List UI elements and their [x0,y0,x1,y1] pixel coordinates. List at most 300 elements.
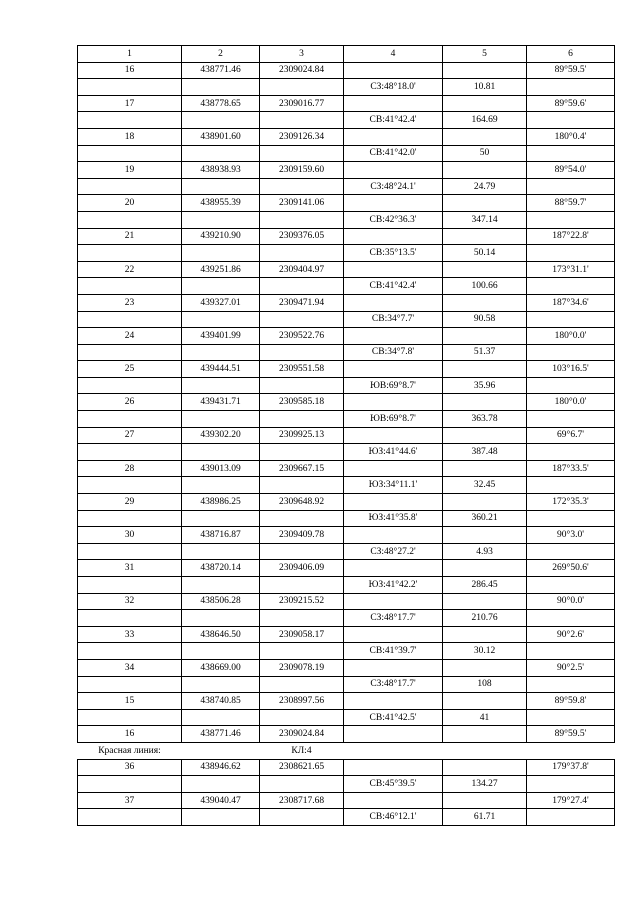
direction-cell [344,261,443,278]
point-id: 18 [78,128,182,145]
point-id [78,477,182,494]
segment-row [78,211,615,228]
segment-row [78,577,615,594]
y-coordinate [260,577,344,594]
y-coordinate [260,776,344,793]
x-coordinate [182,643,260,660]
y-coordinate [260,444,344,461]
empty-cell [344,742,443,759]
point-id [78,178,182,195]
direction-cell: СВ:45°39.5' [344,776,443,793]
length-cell: 210.76 [443,610,527,627]
x-coordinate [182,809,260,826]
y-coordinate: 2309667.15 [260,460,344,477]
angle-cell: 88°59.7' [527,195,615,212]
segment-row [78,311,615,328]
length-cell [443,693,527,710]
x-coordinate [182,79,260,96]
y-coordinate: 2309522.76 [260,328,344,345]
y-coordinate: 2309409.78 [260,527,344,544]
direction-cell: ЮЗ:41°44.6' [344,444,443,461]
angle-cell [527,577,615,594]
y-coordinate: 2309159.60 [260,162,344,179]
direction-cell: СВ:34°7.8' [344,344,443,361]
point-id: 31 [78,560,182,577]
angle-cell [527,543,615,560]
direction-cell: СЗ:48°17.7' [344,610,443,627]
angle-cell: 179°27.4' [527,792,615,809]
point-id [78,543,182,560]
point-row [78,560,615,577]
point-id [78,709,182,726]
point-id: 29 [78,494,182,511]
y-coordinate [260,79,344,96]
x-coordinate [182,776,260,793]
y-coordinate [260,709,344,726]
point-id: 19 [78,162,182,179]
y-coordinate: 2309551.58 [260,361,344,378]
direction-cell [344,228,443,245]
x-coordinate [182,344,260,361]
y-coordinate [260,178,344,195]
point-row [78,128,615,145]
x-coordinate [182,610,260,627]
length-cell [443,626,527,643]
length-cell [443,659,527,676]
length-cell: 387.48 [443,444,527,461]
length-cell: 164.69 [443,112,527,129]
point-id: 28 [78,460,182,477]
x-coordinate: 438720.14 [182,560,260,577]
angle-cell [527,211,615,228]
direction-cell [344,62,443,79]
point-id: 26 [78,394,182,411]
y-coordinate: 2308997.56 [260,693,344,710]
direction-cell: ЮЗ:41°35.8' [344,510,443,527]
angle-cell: 89°59.5' [527,62,615,79]
x-coordinate: 439327.01 [182,294,260,311]
angle-cell: 89°59.5' [527,726,615,743]
angle-cell: 187°34.6' [527,294,615,311]
header-cell: 5 [443,46,527,63]
x-coordinate [182,676,260,693]
direction-cell [344,726,443,743]
y-coordinate [260,245,344,262]
y-coordinate [260,377,344,394]
segment-row [78,510,615,527]
x-coordinate: 438955.39 [182,195,260,212]
coordinates-table [77,45,615,826]
segment-row [78,112,615,129]
direction-cell [344,693,443,710]
direction-cell [344,195,443,212]
direction-cell [344,460,443,477]
length-cell [443,95,527,112]
point-row [78,328,615,345]
direction-cell [344,759,443,776]
header-cell: 2 [182,46,260,63]
point-row [78,626,615,643]
point-row [78,659,615,676]
y-coordinate: 2308621.65 [260,759,344,776]
y-coordinate [260,211,344,228]
x-coordinate: 438771.46 [182,62,260,79]
point-id [78,510,182,527]
length-cell [443,228,527,245]
x-coordinate: 439444.51 [182,361,260,378]
point-id [78,344,182,361]
x-coordinate: 438938.93 [182,162,260,179]
x-coordinate [182,211,260,228]
direction-cell: ЮВ:69°8.7' [344,411,443,428]
y-coordinate: 2309024.84 [260,726,344,743]
x-coordinate [182,278,260,295]
direction-cell [344,626,443,643]
x-coordinate: 438946.62 [182,759,260,776]
direction-cell: ЮЗ:34°11.1' [344,477,443,494]
length-cell: 35.96 [443,377,527,394]
direction-cell: ЮЗ:41°42.2' [344,577,443,594]
segment-row [78,709,615,726]
y-coordinate: 2309016.77 [260,95,344,112]
point-row [78,62,615,79]
empty-cell [527,742,615,759]
length-cell [443,162,527,179]
y-coordinate: 2309126.34 [260,128,344,145]
segment-row [78,610,615,627]
direction-cell: СВ:46°12.1' [344,809,443,826]
x-coordinate [182,411,260,428]
point-id: 15 [78,693,182,710]
x-coordinate [182,178,260,195]
direction-cell [344,659,443,676]
point-id [78,278,182,295]
angle-cell [527,809,615,826]
y-coordinate [260,643,344,660]
point-id: 24 [78,328,182,345]
length-cell: 61.71 [443,809,527,826]
point-row [78,95,615,112]
point-id: 34 [78,659,182,676]
x-coordinate [182,510,260,527]
direction-cell [344,560,443,577]
length-cell [443,394,527,411]
angle-cell [527,178,615,195]
y-coordinate: 2309406.09 [260,560,344,577]
direction-cell [344,427,443,444]
y-coordinate: 2309215.52 [260,593,344,610]
document-page [77,45,614,826]
direction-cell [344,328,443,345]
angle-cell: 89°59.8' [527,693,615,710]
length-cell [443,261,527,278]
x-coordinate: 438646.50 [182,626,260,643]
segment-row [78,809,615,826]
y-coordinate: 2309376.05 [260,228,344,245]
angle-cell [527,311,615,328]
length-cell [443,759,527,776]
point-row [78,593,615,610]
y-coordinate [260,477,344,494]
angle-cell: 89°59.6' [527,95,615,112]
y-coordinate [260,510,344,527]
direction-cell: СВ:42°36.3' [344,211,443,228]
direction-cell: СЗ:48°18.0' [344,79,443,96]
angle-cell: 90°2.5' [527,659,615,676]
angle-cell [527,444,615,461]
x-coordinate: 439013.09 [182,460,260,477]
point-row [78,361,615,378]
direction-cell [344,95,443,112]
x-coordinate [182,577,260,594]
direction-cell: СЗ:48°17.7' [344,676,443,693]
segment-row [78,543,615,560]
point-id: 36 [78,759,182,776]
y-coordinate [260,809,344,826]
y-coordinate: 2309058.17 [260,626,344,643]
segment-row [78,676,615,693]
point-id [78,79,182,96]
direction-cell: СВ:41°42.4' [344,278,443,295]
point-id: 37 [78,792,182,809]
point-row [78,527,615,544]
x-coordinate: 438771.46 [182,726,260,743]
y-coordinate [260,411,344,428]
red-line-label: Красная линия: [78,742,182,759]
y-coordinate: 2309024.84 [260,62,344,79]
x-coordinate [182,444,260,461]
angle-cell [527,776,615,793]
direction-cell [344,792,443,809]
angle-cell [527,278,615,295]
angle-cell [527,112,615,129]
header-cell: 6 [527,46,615,63]
length-cell: 4.93 [443,543,527,560]
y-coordinate [260,344,344,361]
angle-cell: 180°0.0' [527,394,615,411]
segment-row [78,145,615,162]
angle-cell [527,79,615,96]
y-coordinate [260,543,344,560]
length-cell [443,128,527,145]
y-coordinate: 2308717.68 [260,792,344,809]
x-coordinate [182,543,260,560]
point-id [78,377,182,394]
x-coordinate: 439431.71 [182,394,260,411]
x-coordinate [182,477,260,494]
length-cell [443,294,527,311]
length-cell: 90.58 [443,311,527,328]
angle-cell: 172°35.3' [527,494,615,511]
point-id [78,809,182,826]
point-row [78,494,615,511]
length-cell [443,792,527,809]
segment-row [78,377,615,394]
direction-cell [344,128,443,145]
y-coordinate: 2309648.92 [260,494,344,511]
table-body [78,62,615,825]
y-coordinate [260,145,344,162]
x-coordinate [182,112,260,129]
angle-cell [527,610,615,627]
x-coordinate: 439040.47 [182,792,260,809]
x-coordinate: 438901.60 [182,128,260,145]
length-cell: 30.12 [443,643,527,660]
point-id [78,211,182,228]
length-cell: 10.81 [443,79,527,96]
direction-cell [344,361,443,378]
direction-cell [344,394,443,411]
point-row [78,792,615,809]
point-id: 21 [78,228,182,245]
length-cell: 51.37 [443,344,527,361]
length-cell [443,593,527,610]
x-coordinate [182,145,260,162]
direction-cell: СВ:41°42.0' [344,145,443,162]
length-cell: 100.66 [443,278,527,295]
point-id: 22 [78,261,182,278]
segment-row [78,344,615,361]
length-cell [443,494,527,511]
point-id: 33 [78,626,182,643]
point-row [78,460,615,477]
header-cell: 4 [344,46,443,63]
length-cell [443,328,527,345]
y-coordinate: 2309471.94 [260,294,344,311]
point-id [78,643,182,660]
point-id: 25 [78,361,182,378]
segment-row [78,444,615,461]
angle-cell [527,145,615,162]
direction-cell [344,593,443,610]
y-coordinate [260,278,344,295]
x-coordinate [182,245,260,262]
angle-cell: 187°33.5' [527,460,615,477]
x-coordinate: 439401.99 [182,328,260,345]
segment-row [78,477,615,494]
header-cell: 1 [78,46,182,63]
point-id: 16 [78,726,182,743]
length-cell: 360.21 [443,510,527,527]
red-line-row [78,742,615,759]
segment-row [78,278,615,295]
direction-cell: СВ:35°13.5' [344,245,443,262]
point-id [78,577,182,594]
point-id [78,444,182,461]
segment-row [78,79,615,96]
angle-cell [527,477,615,494]
point-id [78,776,182,793]
angle-cell [527,377,615,394]
direction-cell: СЗ:48°27.2' [344,543,443,560]
angle-cell: 179°37.8' [527,759,615,776]
empty-cell [182,742,260,759]
segment-row [78,178,615,195]
angle-cell [527,344,615,361]
x-coordinate: 439210.90 [182,228,260,245]
length-cell [443,460,527,477]
y-coordinate: 2309078.19 [260,659,344,676]
segment-row [78,245,615,262]
angle-cell [527,676,615,693]
y-coordinate: 2309585.18 [260,394,344,411]
y-coordinate [260,676,344,693]
point-row [78,294,615,311]
direction-cell [344,294,443,311]
point-id: 16 [78,62,182,79]
length-cell: 41 [443,709,527,726]
segment-row [78,776,615,793]
x-coordinate: 438986.25 [182,494,260,511]
length-cell: 108 [443,676,527,693]
segment-row [78,411,615,428]
length-cell [443,427,527,444]
direction-cell: СВ:41°42.5' [344,709,443,726]
x-coordinate [182,311,260,328]
length-cell: 363.78 [443,411,527,428]
x-coordinate: 438716.87 [182,527,260,544]
length-cell [443,527,527,544]
empty-cell [443,742,527,759]
angle-cell: 90°2.6' [527,626,615,643]
angle-cell: 90°0.0' [527,593,615,610]
point-id [78,676,182,693]
angle-cell: 103°16.5' [527,361,615,378]
point-row [78,394,615,411]
header-row [78,46,615,63]
length-cell: 24.79 [443,178,527,195]
point-id: 27 [78,427,182,444]
angle-cell: 69°6.7' [527,427,615,444]
direction-cell: СВ:41°39.7' [344,643,443,660]
x-coordinate: 439302.20 [182,427,260,444]
point-id [78,245,182,262]
direction-cell [344,162,443,179]
angle-cell: 89°54.0' [527,162,615,179]
header-cell: 3 [260,46,344,63]
point-row [78,693,615,710]
direction-cell: СВ:41°42.4' [344,112,443,129]
point-row [78,427,615,444]
angle-cell: 180°0.0' [527,328,615,345]
point-row [78,228,615,245]
length-cell: 32.45 [443,477,527,494]
x-coordinate: 438778.65 [182,95,260,112]
y-coordinate [260,610,344,627]
direction-cell: СЗ:48°24.1' [344,178,443,195]
x-coordinate: 438669.00 [182,659,260,676]
length-cell [443,560,527,577]
direction-cell: ЮВ:69°8.7' [344,377,443,394]
point-id [78,145,182,162]
angle-cell [527,510,615,527]
angle-cell: 90°3.0' [527,527,615,544]
point-id [78,112,182,129]
direction-cell [344,494,443,511]
length-cell: 50 [443,145,527,162]
x-coordinate [182,377,260,394]
point-id [78,610,182,627]
length-cell: 347.14 [443,211,527,228]
angle-cell: 187°22.8' [527,228,615,245]
angle-cell [527,411,615,428]
angle-cell: 173°31.1' [527,261,615,278]
length-cell [443,726,527,743]
point-id [78,411,182,428]
y-coordinate: 2309141.06 [260,195,344,212]
point-id: 17 [78,95,182,112]
y-coordinate [260,112,344,129]
